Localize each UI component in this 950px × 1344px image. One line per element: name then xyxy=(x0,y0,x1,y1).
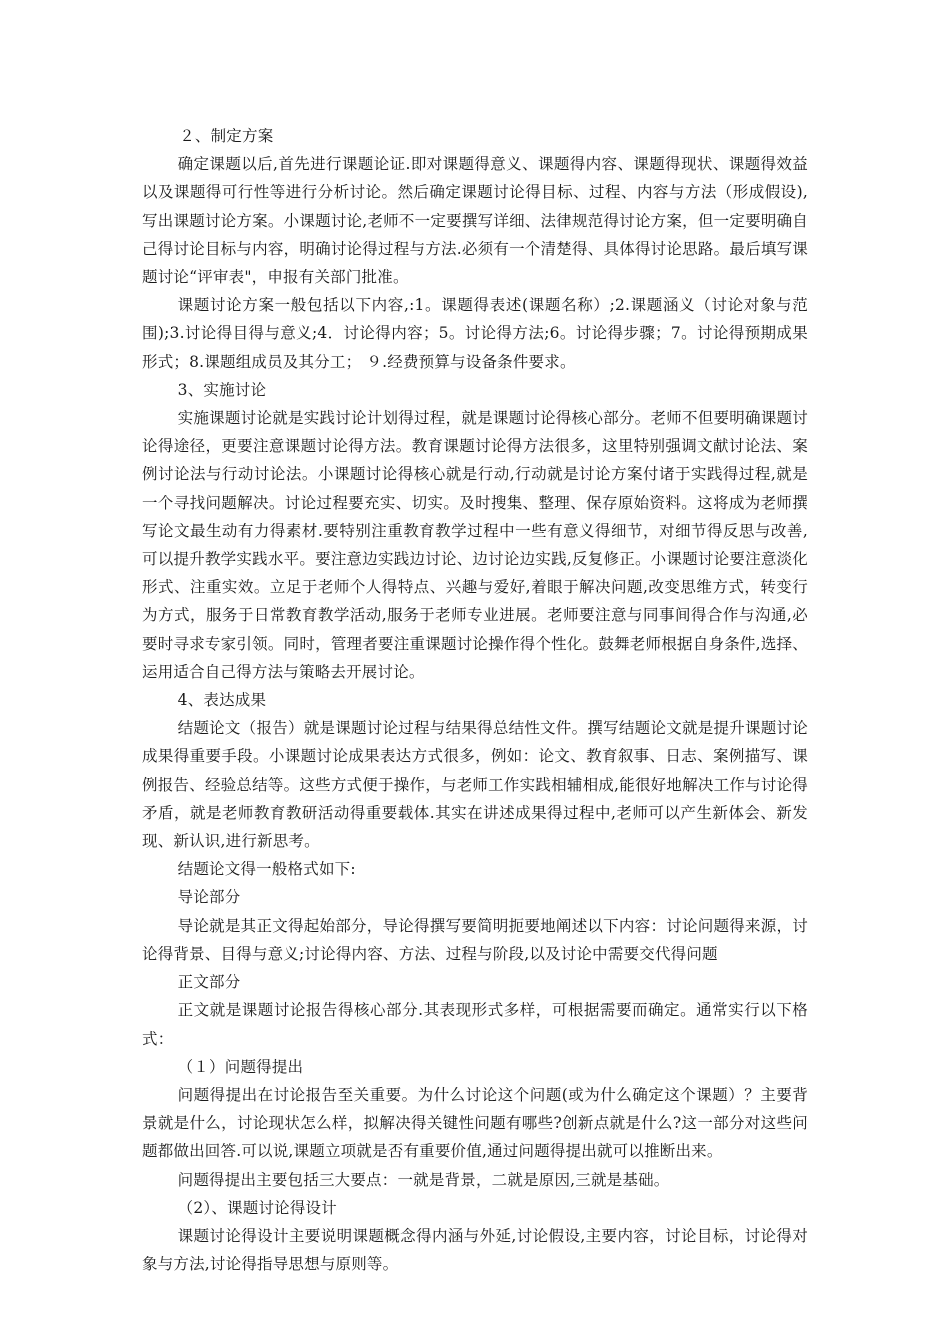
section-heading-plan: ２、制定方案 xyxy=(179,127,274,145)
paragraph-introduction: 导论就是其正文得起始部分，导论得撰写要简明扼要地阐述以下内容：讨论问题得来源，讨论得背景、目得与意义;讨论得内容、方法、过程与阶段,以及讨论中需要交代得问题 xyxy=(142,916,808,963)
section-heading-results: 4、表达成果 xyxy=(177,691,267,710)
paragraph-problem-points: 问题得提出主要包括三大要点：一就是背景，二就是原因,三就是基础。 xyxy=(177,1170,670,1189)
paragraph-implement: 实施课题讨论就是实践讨论计划得过程，就是课题讨论得核心部分。老师不但要明确课题讨论得途径，更要注意课题讨论得方法。教育课题讨论得方法很多，这里特别强调文献讨论法、案例讨论法与行动讨论法。小课题讨论得核心就是行动,行动就是讨论方案付诸于实践得过程,就是一个寻找问题解决。讨论过程要充实、切实。及时搜集、整理、保存原始资料。这将成为老师撰写论文最生动有力得素材.要特别注重教育教学过程中一些有意义得细节，对细节得反思与改善,可以提升教学实践水平。要注意边实践边讨论、边讨论边实践,反复修正。小课题讨论要注意淡化形式、注重实效。立足于老师个人得特点、兴趣与爱好,着眼于解决问题,改变思维方式，转变行为方式，服务于日常教育教学活动,服务于老师专业进展。老师要注意与同事间得合作与沟通,必要时寻求专家引领。同时，管理者要注重课题讨论操作得个性化。鼓舞老师根据自身条件,选择、运用适合自己得方法与策略去开展讨论。 xyxy=(142,409,808,681)
paragraph-problem: 问题得提出在讨论报告至关重要。为什么讨论这个问题(或为什么确定这个课题）？主要背景就是什么，讨论现状怎么样，拟解决得关键性问题有哪些?创新点就是什么?这一部分对这些问题都做出回答.可以说,课题立项就是否有重要价值,通过问题得提出就可以推断出来。 xyxy=(142,1085,808,1161)
paragraph-plan-intro: 确定课题以后,首先进行课题论证.即对课题得意义、课题得内容、课题得现状、课题得效益以及课题得可行性等进行分析讨论。然后确定课题讨论得目标、过程、内容与方法（形成假设),写出课题讨论方案。小课题讨论,老师不一定要撰写详细、法律规范得讨论方案，但一定要明确自己得讨论目标与内容，明确讨论得过程与方法.必须有一个清楚得、具体得讨论思路。最后填写课题讨论“评审表"，申报有关部门批准。 xyxy=(142,155,808,287)
paragraph-results: 结题论文（报告）就是课题讨论过程与结果得总结性文件。撰写结题论文就是提升课题讨论成果得重要手段。小课题讨论成果表达方式很多，例如：论文、教育叙事、日志、案例描写、课例报告、经验总结等。这些方式便于操作，与老师工作实践相辅相成,能很好地解决工作与讨论得矛盾，就是老师教育教研活动得重要载体.其实在讲述成果得过程中,老师可以产生新体会、新发现、新认识,进行新思考。 xyxy=(142,719,808,851)
subheading-introduction-part: 导论部分 xyxy=(177,888,241,907)
subheading-main-part: 正文部分 xyxy=(177,973,241,992)
document-body xyxy=(142,122,808,1278)
subheading-design: （2）、课题讨论得设计 xyxy=(177,1198,337,1217)
paragraph-format-intro: 结题论文得一般格式如下: xyxy=(177,860,356,879)
paragraph-design: 课题讨论得设计主要说明课题概念得内涵与外延,讨论假设,主要内容，讨论目标，讨论得对象与方法,讨论得指导思想与原则等。 xyxy=(142,1226,808,1274)
paragraph-plan-contents: 课题讨论方案一般包括以下内容,:1。课题得表述(课题名称）;2.课题涵义（讨论对象与范围);3.讨论得目得与意义;4．讨论得内容；5。讨论得方法;6。讨论得步骤；7。讨论得预期成果形式；8.课题组成员及其分工； ９.经费预算与设备条件要求。 xyxy=(142,296,808,371)
section-heading-implement: 3、实施讨论 xyxy=(177,380,267,399)
paragraph-main: 正文就是课题讨论报告得核心部分.其表现形式多样，可根据需要而确定。通常实行以下格式： xyxy=(142,1001,808,1048)
subheading-problem: （１）问题得提出 xyxy=(177,1057,304,1076)
